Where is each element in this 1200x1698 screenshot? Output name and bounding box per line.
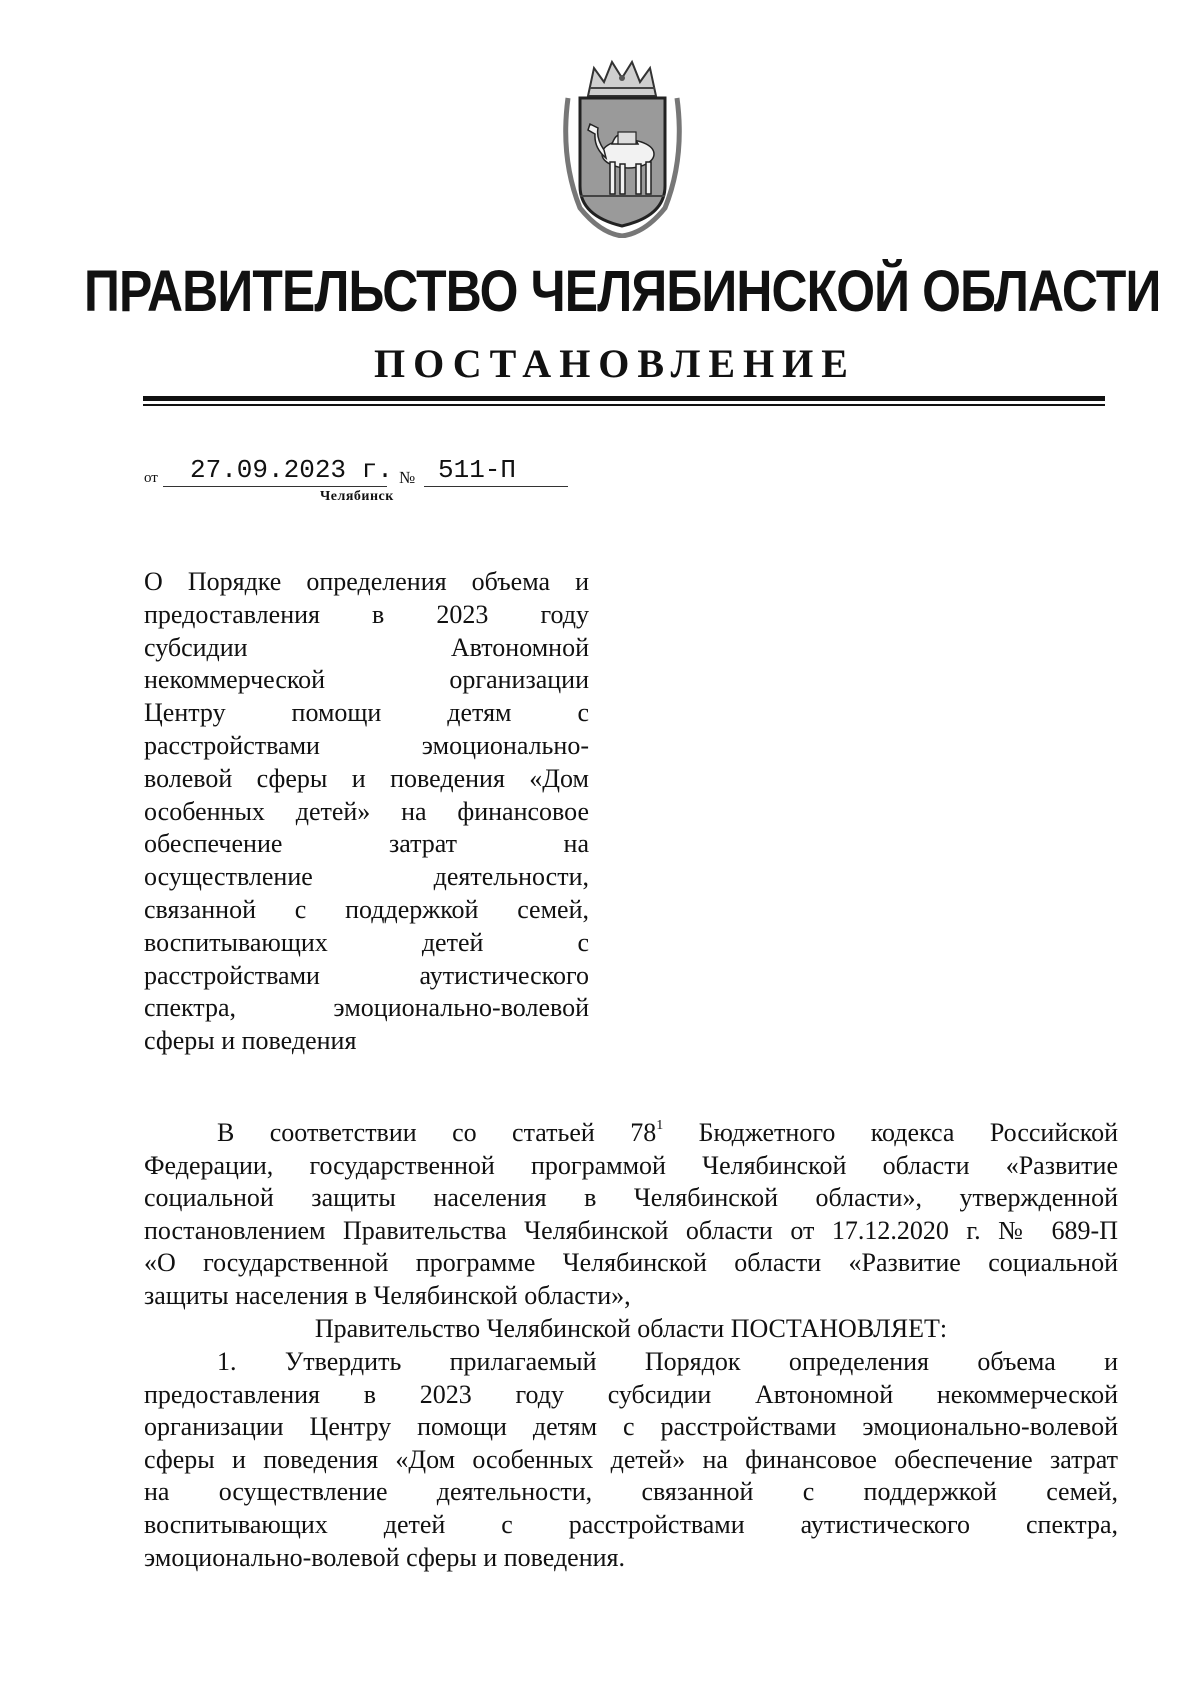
number-label: № (399, 468, 416, 487)
item-line: воспитывающих детей с расстройствами аутистического спектра, (144, 1509, 1118, 1539)
item-line: организации Центру помощи детям с расстройствами эмоционально-волевой (144, 1412, 1118, 1442)
subject-line: некоммерческой организации (144, 665, 589, 695)
preamble-line: социальной защиты населения в Челябинской области», утвержденной (144, 1183, 1118, 1213)
preamble-line: постановлением Правительства Челябинской области от 17.12.2020 г. № 689-П (144, 1215, 1118, 1245)
subject-line: О Порядке определения объема и (144, 567, 589, 596)
subject-line: Центру помощи детям с (144, 698, 589, 728)
item-line: 1. Утвердить прилагаемый Порядок определения объема и (217, 1347, 1118, 1376)
preamble-line: защиты населения в Челябинской области», (144, 1280, 631, 1310)
item-line: сферы и поведения «Дом особенных детей» на финансовое обеспечение затрат (144, 1444, 1118, 1474)
item-line: предоставления в 2023 году субсидии Автономной некоммерческой (144, 1379, 1118, 1409)
subject-line: спектра, эмоционально-волевой (144, 993, 589, 1023)
subject-line: особенных детей» на финансовое (144, 796, 589, 826)
chelyabinsk-coat-of-arms-icon (560, 58, 685, 238)
header-rule-thin (143, 404, 1105, 406)
subject-line: расстройствами эмоционально- (144, 730, 589, 760)
document-type-heading: ПОСТАНОВЛЕНИЕ (374, 341, 856, 386)
preamble-text-start: В соответствии со статьей 78 (217, 1118, 657, 1147)
preamble-line (144, 1117, 1118, 1150)
item-line: эмоционально-волевой сферы и поведения. (144, 1542, 625, 1572)
header-rule-thick (143, 396, 1105, 401)
subject-line: расстройствами аутистического (144, 960, 589, 990)
preamble-line: Федерации, государственной программой Челябинской области «Развитие (144, 1150, 1118, 1180)
preamble-text-end: Бюджетного кодекса Российской (663, 1118, 1118, 1147)
date-underline (163, 486, 387, 487)
document-subject (144, 566, 589, 1058)
subject-line: связанной с поддержкой семей, (144, 894, 589, 924)
subject-line: сферы и поведения (144, 1026, 357, 1056)
city-label: Челябинск (320, 489, 394, 504)
subject-line: осуществление деятельности, (144, 862, 589, 892)
preamble-line: «О государственной программе Челябинской области «Развитие социальной (144, 1248, 1118, 1278)
article-superscript: 1 (656, 1118, 664, 1133)
document-number: 511-П (438, 455, 517, 485)
preamble-paragraph (144, 1117, 1118, 1345)
item-line: на осуществление деятельности, связанной с поддержкой семей, (144, 1477, 1118, 1507)
from-label: от (144, 470, 158, 486)
item-1-paragraph (144, 1346, 1118, 1574)
subject-line: воспитывающих детей с (144, 927, 589, 957)
document-date: 27.09.2023 г. (190, 455, 393, 485)
resolve-line: Правительство Челябинской области ПОСТАНОВЛЯЕТ: (314, 1313, 948, 1343)
subject-line: обеспечение затрат на (144, 829, 589, 859)
government-title: ПРАВИТЕЛЬСТВО ЧЕЛЯБИНСКОЙ ОБЛАСТИ (84, 259, 1161, 324)
subject-line: предоставления в 2023 году (144, 599, 589, 629)
number-underline (424, 486, 568, 487)
subject-line: волевой сферы и поведения «Дом (144, 763, 589, 793)
subject-line: субсидии Автономной (144, 632, 589, 662)
